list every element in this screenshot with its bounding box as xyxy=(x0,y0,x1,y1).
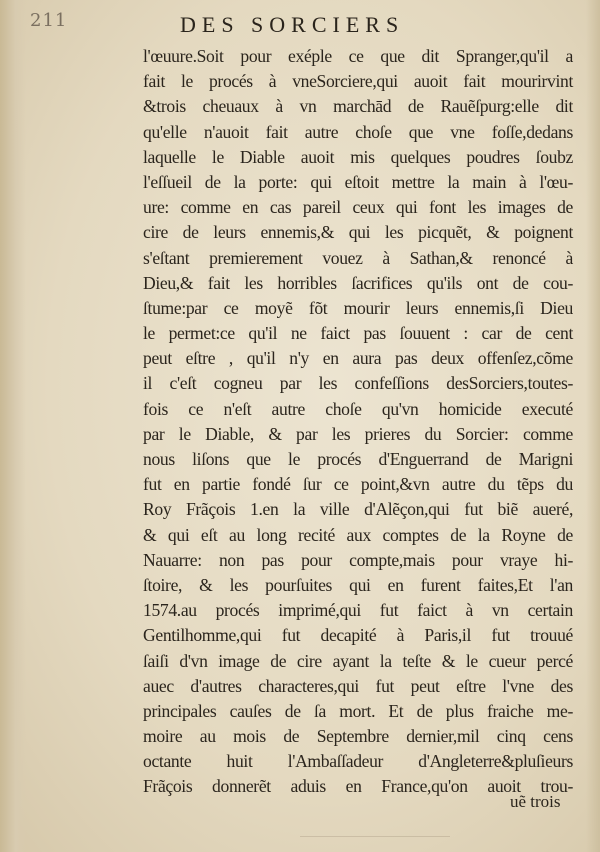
text-line: auec d'autres characteres,qui fut peut eſtre l'vne des xyxy=(143,675,573,696)
text-line: &trois cheuaux à vn marchād de Rauẽſpurg:elle dit xyxy=(143,96,573,117)
text-line: Gentilhomme,qui fut decapité à Paris,il fut trouué xyxy=(143,625,573,646)
text-line: octante huit l'Ambaſſadeur d'Angleterre&pluſieurs xyxy=(143,751,573,772)
text-line: 1574.au procés imprimé,qui fut faict à vn certain xyxy=(143,600,573,621)
text-line: principales cauſes de ſa mort. Et de plus fraiche me- xyxy=(143,700,573,721)
text-line: s'eſtant premierement vouez à Sathan,& renoncé à xyxy=(143,247,573,268)
running-head: DES SORCIERS xyxy=(180,12,405,37)
text-line: cire de leurs ennemis,& qui les picquẽt, & poignent xyxy=(143,222,573,243)
text-line: Dieu,& fait les horribles ſacrifices qu'ils ont de cou- xyxy=(143,272,573,293)
text-line: Nauarre: non pas pour compte,mais pour vraye hi- xyxy=(143,549,573,570)
bottom-show-through xyxy=(300,836,450,837)
page-number: 211 xyxy=(30,10,68,31)
text-line: l'eſſueil de la porte: qui eſtoit mettre la main à l'œu- xyxy=(143,171,573,192)
text-line: moire au mois de Septembre dernier,mil cinq cens xyxy=(143,726,573,747)
text-line: ſaiſi d'vn image de cire ayant la teſte & le cueur percé xyxy=(143,650,573,671)
text-line: l'œuure.Soit pour exéple ce que dit Spranger,qu'il a xyxy=(143,46,573,66)
catchword: uẽ trois xyxy=(510,792,561,811)
text-line: & qui eſt au long recité aux comptes de la Royne de xyxy=(143,524,573,545)
text-line: par le Diable, & par les prieres du Sorcier: comme xyxy=(143,423,573,444)
text-line: peut eſtre , qu'il n'y en aura pas deux offenſez,cõme xyxy=(143,348,573,369)
text-line: nous liſons que le procés d'Enguerrand de Marigni xyxy=(143,449,573,469)
text-line: fois ce n'eſt autre choſe qu'vn homicide executé xyxy=(143,398,573,419)
page-gutter-shadow xyxy=(0,0,26,852)
body-text xyxy=(143,44,573,800)
text-line: laquelle le Diable auoit mis quelques poudres ſoubz xyxy=(143,146,573,167)
text-line: ſtume:par ce moyẽ fõt mourir leurs ennemis,ſi Dieu xyxy=(143,297,573,318)
text-line: ure: comme en cas pareil ceux qui font les images de xyxy=(143,197,573,218)
text-line: Frãçois donnerẽt aduis en France,qu'on auoit trou- xyxy=(143,776,573,797)
text-line: le permet:ce qu'il ne faict pas ſouuent : car de cent xyxy=(143,323,573,344)
text-line: fut en partie fondé ſur ce point,&vn autre du tẽps du xyxy=(143,474,573,495)
text-line: qu'elle n'auoit fait autre choſe que vne foſſe,dedans xyxy=(143,121,573,142)
text-line: fait le procés à vneSorciere,qui auoit fait mourirvint xyxy=(143,71,573,92)
text-line: ſtoire, & les pourſuites qui en furent faites,Et l'an xyxy=(143,574,573,595)
text-line: il c'eſt cogneu par les confeſſions desSorciers,toutes- xyxy=(143,373,573,394)
page-edge-shadow xyxy=(586,0,600,852)
text-line: Roy Frãçois 1.en la ville d'Alẽçon,qui fut biẽ aueré, xyxy=(143,499,573,520)
